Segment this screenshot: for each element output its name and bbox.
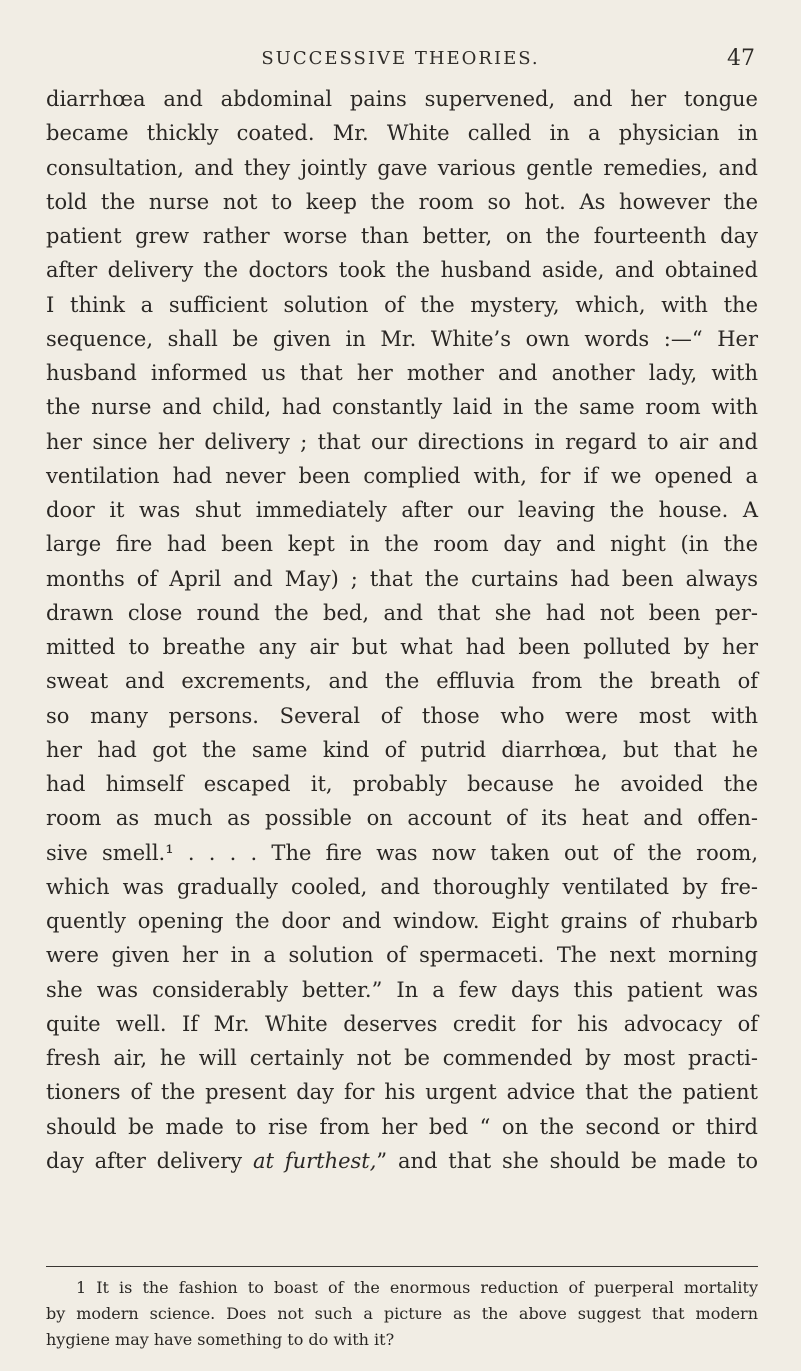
text-line: consultation, and they jointly gave various gentle remedies, and — [46, 155, 758, 180]
text-line: sequence, shall be given in Mr. White’s own words :—“ Her — [46, 326, 758, 351]
text-segment: ” and that she should be made to — [376, 1148, 758, 1173]
text-line: large fire had been kept in the room day and night (in the — [46, 532, 758, 557]
text-line: became thickly coated. Mr. White called in a physician in — [46, 121, 758, 146]
text-line: months of April and May) ; that the curtains had been always — [46, 566, 758, 591]
text-line: drawn close round the bed, and that she had not been per- — [46, 600, 758, 625]
text-line: diarrhœa and abdominal pains supervened, and her tongue — [46, 87, 758, 111]
text-line: tioners of the present day for his urgent advice that the patient — [46, 1080, 758, 1105]
text-line: sweat and excrements, and the effluvia from the breath of — [46, 669, 758, 694]
footnote-line: 1 It is the fashion to boast of the enormous reduction of puerperal mortality — [76, 1278, 758, 1297]
text-line: sive smell.¹ . . . . The fire was now taken out of the room, — [46, 840, 758, 865]
text-line: so many persons. Several of those who were most with — [46, 703, 758, 728]
text-line: were given her in a solution of spermaceti. The next morning — [46, 943, 758, 968]
text-line: patient grew rather worse than better, on the fourteenth day — [46, 224, 758, 248]
text-line: ventilation had never been complied with, for if we opened a — [46, 463, 758, 488]
footnote-line: hygiene may have something to do with it? — [46, 1330, 395, 1349]
text-line: the nurse and child, had constantly laid in the same room with — [46, 395, 758, 420]
text-line: she was considerably better.” In a few days this patient was — [46, 977, 758, 1002]
text-line: had himself escaped it, probably because he avoided the — [46, 772, 758, 796]
running-head: SUCCESSIVE THEORIES. — [261, 48, 540, 69]
text-line: her since her delivery ; that our directions in regard to air and — [46, 429, 758, 454]
text-line: husband informed us that her mother and another lady, with — [46, 361, 758, 385]
footnote — [46, 1275, 758, 1353]
text-line: which was gradually cooled, and thoroughly ventilated by fre- — [46, 874, 758, 899]
text-line-final — [46, 1144, 758, 1178]
text-line: I think a sufficient solution of the mystery, which, with the — [46, 292, 758, 317]
body-text — [46, 82, 758, 1178]
text-segment: day after delivery — [46, 1148, 254, 1173]
text-line: room as much as possible on account of its heat and offen- — [46, 806, 758, 831]
text-line: fresh air, he will certainly not be commended by most practi- — [46, 1046, 758, 1070]
text-line: quently opening the door and window. Eight grains of rhubarb — [46, 909, 758, 933]
text-line: quite well. If Mr. White deserves credit for his advocacy of — [46, 1011, 758, 1036]
page-number: 47 — [727, 46, 755, 71]
text-line: should be made to rise from her bed “ on the second or third — [46, 1114, 758, 1139]
text-line: door it was shut immediately after our leaving the house. A — [46, 498, 758, 522]
text-line: told the nurse not to keep the room so hot. As however the — [46, 189, 758, 214]
italic-phrase: at furthest, — [253, 1148, 377, 1173]
text-line: her had got the same kind of putrid diarrhœa, but that he — [46, 737, 758, 762]
footnote-rule — [46, 1266, 758, 1267]
footnote-line: by modern science. Does not such a picture as the above suggest that modern — [46, 1304, 758, 1323]
text-line: after delivery the doctors took the husband aside, and obtained — [46, 258, 758, 283]
text-line: mitted to breathe any air but what had been polluted by her — [46, 635, 758, 659]
